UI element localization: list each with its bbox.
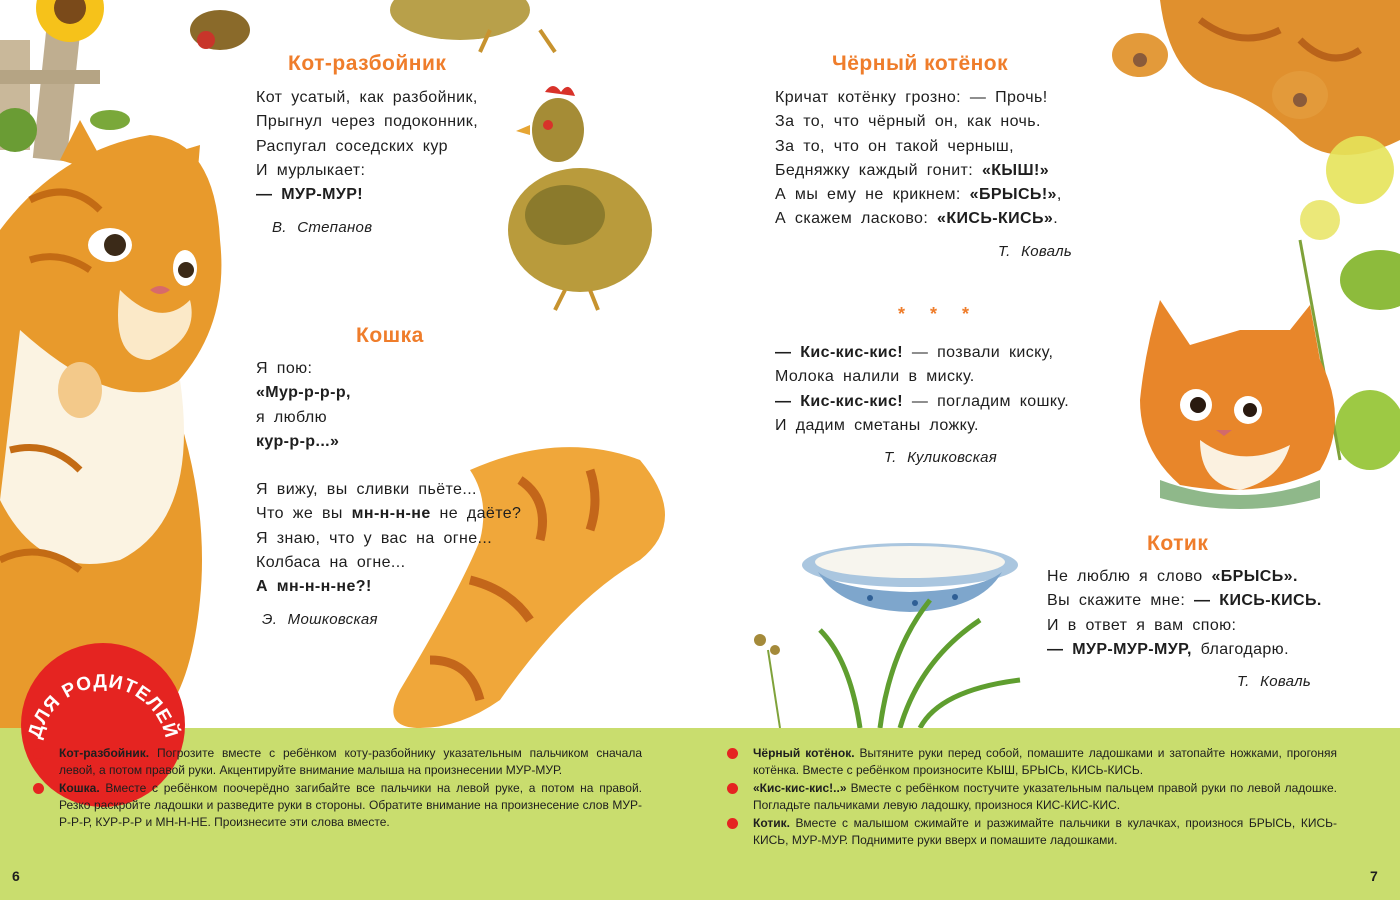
poem-text-bold: «КЫШ!» — [981, 161, 1050, 179]
poem-line: Я вижу, вы сливки пьёте... — [256, 481, 477, 499]
poem-text-bold: мн-н-н-не — [351, 505, 431, 523]
poem-line-bold: — МУР-МУР! — [256, 186, 364, 204]
badge-label: ДЛЯ РОДИТЕЛЕЙ — [24, 671, 182, 741]
note-text: Вместе с ребёнком поочерёдно загибайте все пальчики на левой руке, а потом на правой. Резко раскройте ладошки и разведите руки в стороны. Обратите внимание на произнесение слов МУР-Р-Р-Р, КУР-Р-Р и МН-Н-НЕ. Произнесите эти слова вместе. — [59, 781, 642, 829]
poem-line: И дадим сметаны ложку. — [775, 416, 979, 434]
poem-line: И в ответ я вам спою: — [1047, 616, 1237, 634]
bullet-icon — [727, 818, 738, 829]
grass-image — [754, 600, 1020, 728]
poem-kot-razboynik — [256, 86, 478, 207]
poem-title-koshka: Кошка — [356, 324, 424, 347]
poem-line: И мурлыкает: — [256, 161, 366, 179]
poem-text: Вы скажите мне: — [1047, 592, 1195, 610]
note-text: Вместе с ребёнком постучите указательным пальцем правой руки по левой ладошке. Погладьте пальчиками левую ладошку, произнося КИС-КИС-КИС. — [753, 781, 1337, 812]
poem-text-bold: — КИСЬ-КИСЬ. — [1194, 592, 1322, 610]
note-item — [727, 745, 1337, 779]
poem-kotik — [1047, 565, 1322, 662]
note-title: «Кис-кис-кис!..» — [753, 781, 847, 795]
poem-line: Распугал соседских кур — [256, 137, 448, 155]
milk-bowl-image — [802, 543, 1018, 612]
note-text: Вместе с малышом сжимайте и разжимайте пальчики в кулачках, произнося БРЫСЬ, КИСЬ-КИСЬ, МУР-МУР. Поднимите руки вверх и помашите ладошками. — [753, 816, 1337, 847]
poem-line: За то, что чёрный он, как ночь. — [775, 113, 1041, 131]
poem-text: А скажем ласково: — [775, 210, 938, 228]
note-title: Чёрный котёнок. — [753, 746, 855, 760]
poem-text: Бедняжку каждый гонит: — [775, 161, 982, 179]
poem-text-bold: — МУР-МУР-МУР, — [1047, 640, 1192, 658]
poem-cherny-kotenok — [775, 86, 1062, 232]
poem-stars: * * * — [898, 304, 980, 324]
note-text: Погрозите вместе с ребёнком коту-разбойнику указательным пальчиком сначала левой, а потом правой руки. Акцентируйте внимание малыша на произнесении МУР-МУР. — [59, 746, 642, 777]
poem-line: Я пою: — [256, 360, 313, 377]
poem-text-bold: «БРЫСЬ!» — [969, 186, 1057, 204]
poem-text-bold: «БРЫСЬ». — [1211, 568, 1298, 585]
note-title: Котик. — [753, 816, 790, 830]
bullet-icon — [33, 748, 44, 759]
poem-line: я люблю — [256, 408, 328, 426]
bullet-icon — [727, 783, 738, 794]
note-title: Кошка. — [59, 781, 100, 795]
poem-line: Я знаю, что у вас на огне... — [256, 529, 493, 547]
poem-text: Что же вы — [256, 505, 352, 523]
author-koval-2: Т. Коваль — [1237, 673, 1312, 690]
note-item — [33, 745, 642, 779]
poem-line: Молока налили в миску. — [775, 368, 975, 386]
poem-kis-kis — [775, 341, 1069, 438]
bullet-icon — [33, 783, 44, 794]
page-number-right: 7 — [1370, 868, 1378, 884]
poem-text: не даёте? — [430, 505, 522, 523]
poem-text-bold: — Кис-кис-кис! — [775, 392, 904, 410]
poem-title-cherny-kotenok: Чёрный котёнок — [832, 52, 1009, 75]
note-title: Кот-разбойник. — [59, 746, 150, 760]
hanging-cat-image — [1112, 0, 1400, 155]
poem-line: За то, что он такой черныш, — [775, 137, 1015, 155]
hen-image — [508, 86, 652, 310]
poem-line: Кричат котёнку грозно: — Прочь! — [775, 89, 1048, 106]
author-koval: Т. Коваль — [998, 243, 1073, 260]
notes-left — [33, 745, 642, 832]
poem-text: . — [1053, 210, 1059, 228]
poem-text: — позвали киску, — [903, 344, 1054, 361]
poem-koshka — [256, 357, 521, 600]
poem-line: Прыгнул через подоконник, — [256, 113, 479, 131]
cat-image — [0, 120, 221, 728]
author-kulikovskaya: Т. Куликовская — [884, 449, 998, 466]
poem-text: Не люблю я слово — [1047, 568, 1212, 585]
author-moshkovskaya: Э. Мошковская — [262, 611, 378, 628]
note-item — [33, 780, 642, 831]
bullet-icon — [727, 748, 738, 759]
poem-text-bold: «КИСЬ-КИСЬ» — [937, 210, 1054, 228]
poem-title-kot-razboynik: Кот-разбойник — [288, 52, 447, 75]
poem-line: Колбаса на огне... — [256, 554, 406, 572]
note-item — [727, 780, 1337, 814]
poem-line-bold: «Мур-р-р-р, — [256, 384, 351, 402]
notes-right — [727, 745, 1337, 850]
page-number-left: 6 — [12, 868, 20, 884]
poem-text: — погладим кошку. — [903, 392, 1070, 410]
poem-text-bold: — Кис-кис-кис! — [775, 344, 904, 361]
poem-text: , — [1056, 186, 1062, 204]
poem-line-bold: кур-р-р...» — [256, 432, 340, 450]
poem-title-kotik: Котик — [1147, 532, 1209, 555]
poem-text: благодарю. — [1191, 640, 1289, 658]
poem-line: Кот усатый, как разбойник, — [256, 89, 478, 106]
ginger-kitten-image — [1140, 300, 1335, 509]
note-text: Вытяните руки перед собой, помашите ладошками и затопайте ножками, прогоняя котёнка. Вместе с ребёнком произносите КЫШ, БРЫСЬ, КИСЬ-КИСЬ. — [753, 746, 1337, 777]
poem-line-bold: А мн-н-н-не?! — [256, 578, 372, 596]
hen-top-image — [190, 0, 555, 52]
author-stepanov: В. Степанов — [272, 219, 373, 236]
poem-text: А мы ему не крикнем: — [775, 186, 970, 204]
note-item — [727, 815, 1337, 849]
